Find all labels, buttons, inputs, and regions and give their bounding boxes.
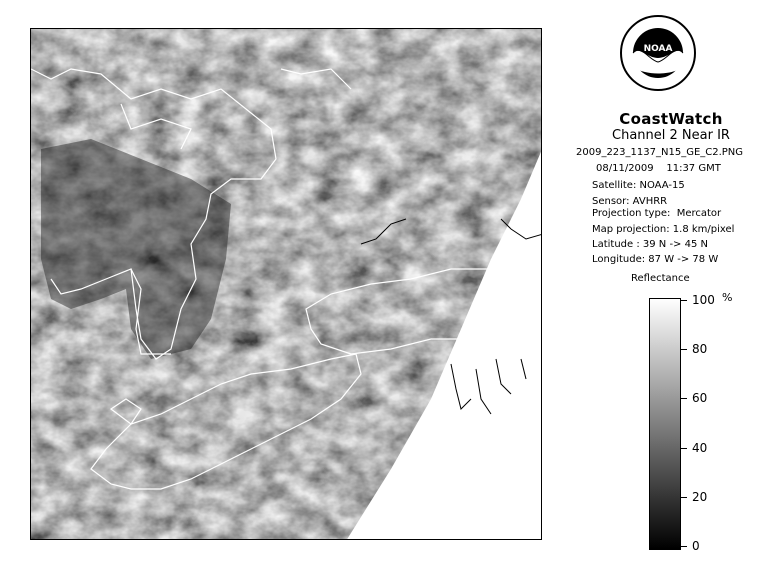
colorbar-label: Reflectance bbox=[631, 273, 690, 284]
longitude-range: Longitude: 87 W -> 78 W bbox=[592, 254, 719, 265]
projection-type: Projection type: Mercator bbox=[592, 208, 722, 219]
logo-center-text: NOAA bbox=[643, 44, 673, 54]
datetime: 08/11/2009 11:37 GMT bbox=[596, 163, 721, 174]
noaa-logo bbox=[619, 14, 697, 92]
map-projection: Map projection: 1.8 km/pixel bbox=[592, 224, 735, 235]
colorbar-tick-label: 0 bbox=[692, 539, 700, 553]
sensor-info: Sensor: AVHRR bbox=[592, 196, 668, 207]
panel-title: CoastWatch bbox=[619, 110, 723, 128]
colorbar-tick bbox=[681, 349, 687, 350]
colorbar-tick-label: 100 bbox=[692, 293, 715, 307]
latitude-range: Latitude : 39 N -> 45 N bbox=[592, 239, 708, 250]
colorbar-tick bbox=[681, 398, 687, 399]
filename: 2009_223_1137_N15_GE_C2.PNG bbox=[576, 147, 744, 158]
colorbar-tick bbox=[681, 300, 687, 301]
colorbar-tick-label: 60 bbox=[692, 391, 708, 406]
colorbar-tick-label: 40 bbox=[692, 440, 708, 455]
channel-label: Channel 2 Near IR bbox=[612, 128, 730, 143]
colorbar-tick-label: 80 bbox=[692, 342, 708, 357]
colorbar-tick bbox=[681, 546, 687, 547]
colorbar bbox=[649, 298, 681, 550]
satellite-info: Satellite: NOAA-15 bbox=[592, 180, 685, 191]
colorbar-tick bbox=[681, 448, 687, 449]
colorbar-tick-label: 20 bbox=[692, 489, 708, 504]
satellite-map bbox=[30, 28, 542, 540]
colorbar-tick bbox=[681, 497, 687, 498]
colorbar-unit: % bbox=[722, 291, 733, 304]
reflectance-image bbox=[31, 29, 542, 540]
